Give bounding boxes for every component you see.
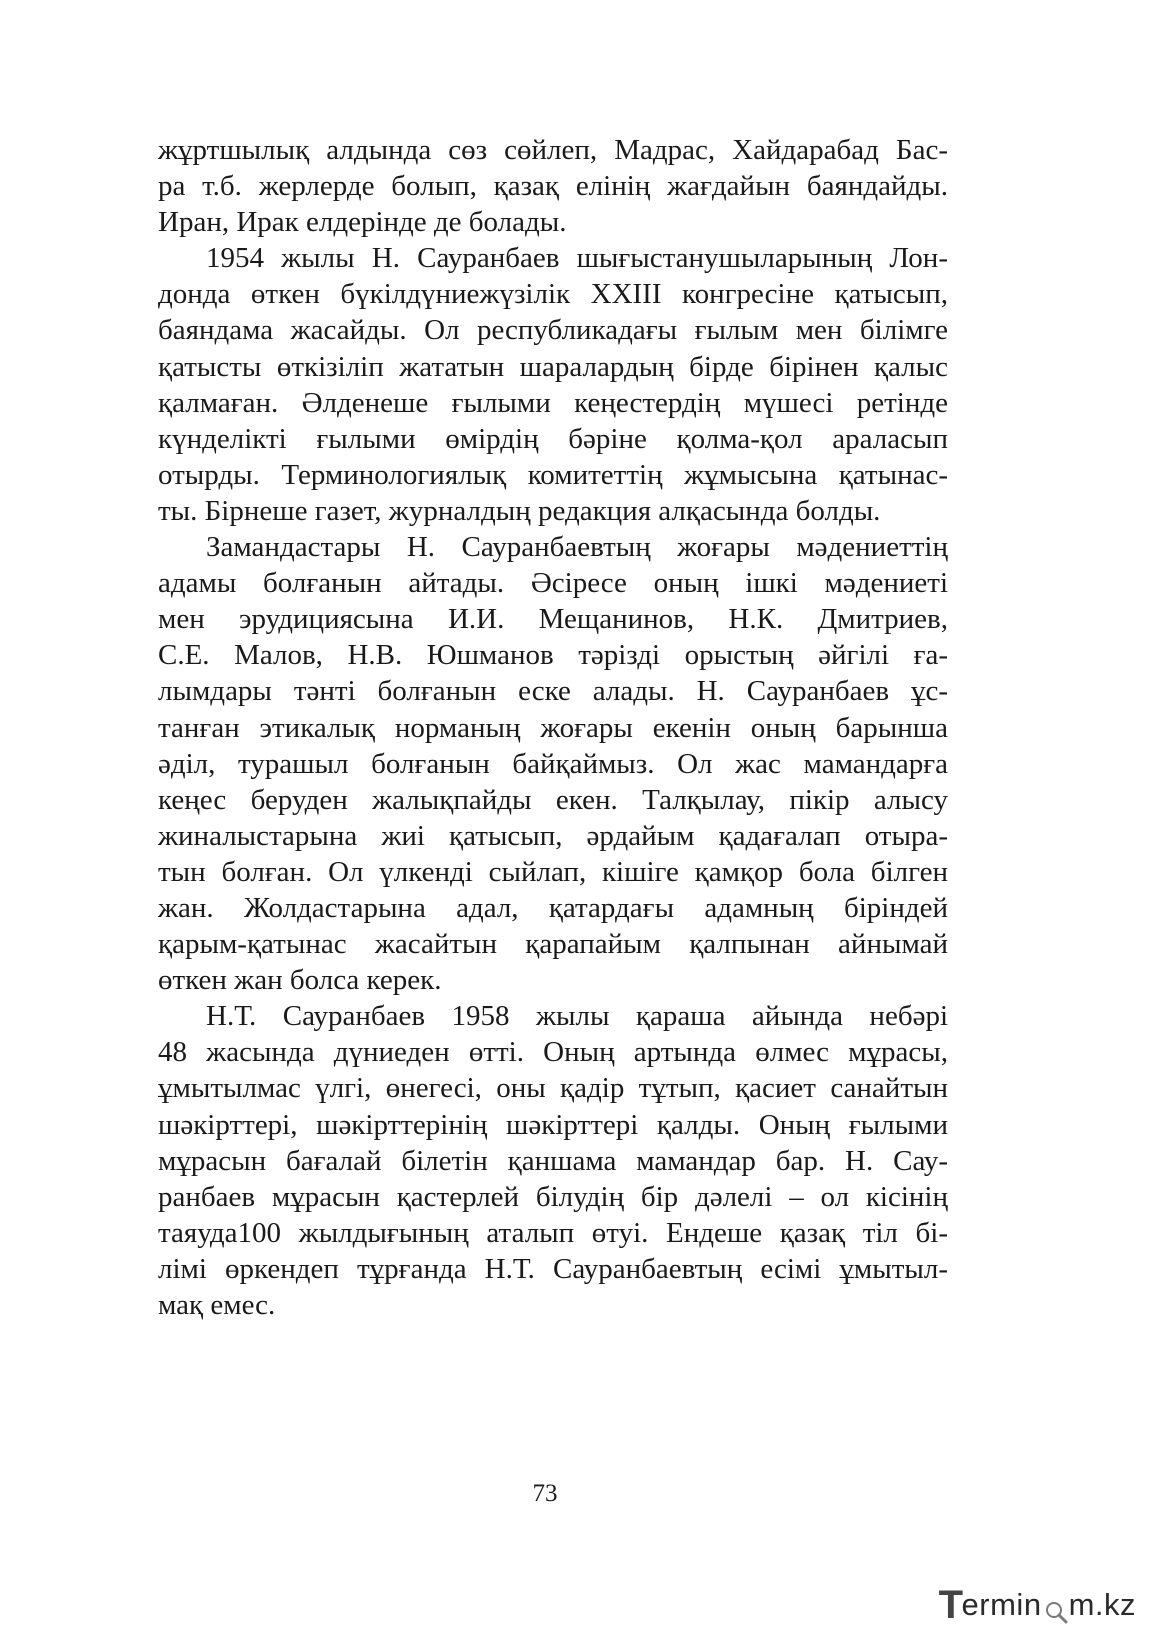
page-body xyxy=(158,132,948,1323)
text-line: лымдары тәнті болғанын еске алады. Н. Сауранбаев ұс- xyxy=(158,675,948,708)
text-line: ранбаев мұрасын қастерлей білудің бір дәлелі – ол кісінің xyxy=(158,1180,948,1213)
text-line: С.Е. Малов, Н.В. Юшманов тәрізді орыстың әйгілі ға- xyxy=(158,639,948,672)
text-line: лімі өркендеп тұрғанда Н.Т. Сауранбаевтың есімі ұмытыл- xyxy=(158,1252,948,1285)
text-line: өткен жан болса керек. xyxy=(158,964,442,997)
paragraph-1 xyxy=(158,132,948,240)
text-line: шәкірттері, шәкірттерінің шәкірттері қалды. Оның ғылыми xyxy=(158,1108,948,1141)
text-line: кеңес беруден жалықпайды екен. Талқылау, пікір алысу xyxy=(158,783,948,816)
text-line: адамы болғанын айтады. Әсіресе оның ішкі мәдениеті xyxy=(158,567,948,600)
text-line: ұмытылмас үлгі, өнегесі, оны қадір тұтып, қасиет санайтын xyxy=(158,1072,948,1105)
text-line: отырды. Терминологиялық комитеттің жұмысына қатынас- xyxy=(158,458,948,491)
text-line: танған этикалық норманың жоғары екенін оның барынша xyxy=(158,711,948,744)
text-line: қатысты өткізіліп жататын шаралардың бірде бірінен қалыс xyxy=(158,350,948,383)
watermark-text-part2: m.kz xyxy=(1068,1587,1136,1622)
text-line: донда өткен бүкілдүниежүзілік XXIII конгресіне қатысып, xyxy=(158,278,948,311)
text-line: таяуда100 жылдығының аталып өтуі. Ендеше қазақ тіл бі- xyxy=(158,1216,948,1249)
text-line: мұрасын бағалай білетін қаншама мамандар бар. Н. Сау- xyxy=(158,1144,948,1177)
page-number: 73 xyxy=(532,1480,558,1507)
paragraph-3 xyxy=(158,529,948,998)
text-line: күнделікті ғылыми өмірдің бәріне қолма-қол араласып xyxy=(158,422,948,455)
text-line: Н.Т. Сауранбаев 1958 жылы қараша айында небәрі xyxy=(206,1000,948,1033)
text-line: ты. Бірнеше газет, журналдың редакция алқасында болды. xyxy=(158,494,881,527)
text-line: жан. Жолдастарына адал, қатардағы адамның біріндей xyxy=(158,891,948,924)
magnifier-icon xyxy=(1044,1596,1068,1620)
paragraph-4 xyxy=(158,998,948,1323)
watermark-text-part1: ermin xyxy=(961,1587,1042,1622)
text-line: қарым-қатынас жасайтын қарапайым қалпынан айнымай xyxy=(158,928,948,961)
text-line: мақ емес. xyxy=(158,1289,276,1321)
text-line: 1954 жылы Н. Сауранбаев шығыстанушыларының Лон- xyxy=(206,242,948,275)
text-line: 48 жасында дүниеден өтті. Оның артында өлмес мұрасы, xyxy=(158,1036,948,1069)
watermark-first-letter: T xyxy=(938,1582,964,1627)
text-line: Замандастары Н. Сауранбаевтың жоғары мәдениеттің xyxy=(206,531,948,564)
text-line: жұртшылық алдында сөз сөйлеп, Мадрас, Хайдарабад Бас- xyxy=(158,134,948,166)
paragraph-2 xyxy=(158,240,948,529)
text-line: тын болған. Ол үлкенді сыйлап, кішіге қамқор бола білген xyxy=(158,855,948,888)
watermark-logo xyxy=(939,1583,1136,1627)
text-line: ра т.б. жерлерде болып, қазақ елінің жағдайын баяндайды. xyxy=(158,170,948,203)
text-line: қалмаған. Әлденеше ғылыми кеңестердің мүшесі ретінде xyxy=(158,386,948,419)
text-line: Иран, Ирак елдерінде де болады. xyxy=(158,206,567,239)
text-line: жиналыстарына жиі қатысып, әрдайым қадағалап отыра- xyxy=(158,819,948,852)
text-line: әділ, турашыл болғанын байқаймыз. Ол жас мамандарға xyxy=(158,747,948,780)
text-line: баяндама жасайды. Ол республикадағы ғылым мен білімге xyxy=(158,314,948,347)
text-line: мен эрудициясына И.И. Мещанинов, Н.К. Дмитриев, xyxy=(158,603,948,636)
